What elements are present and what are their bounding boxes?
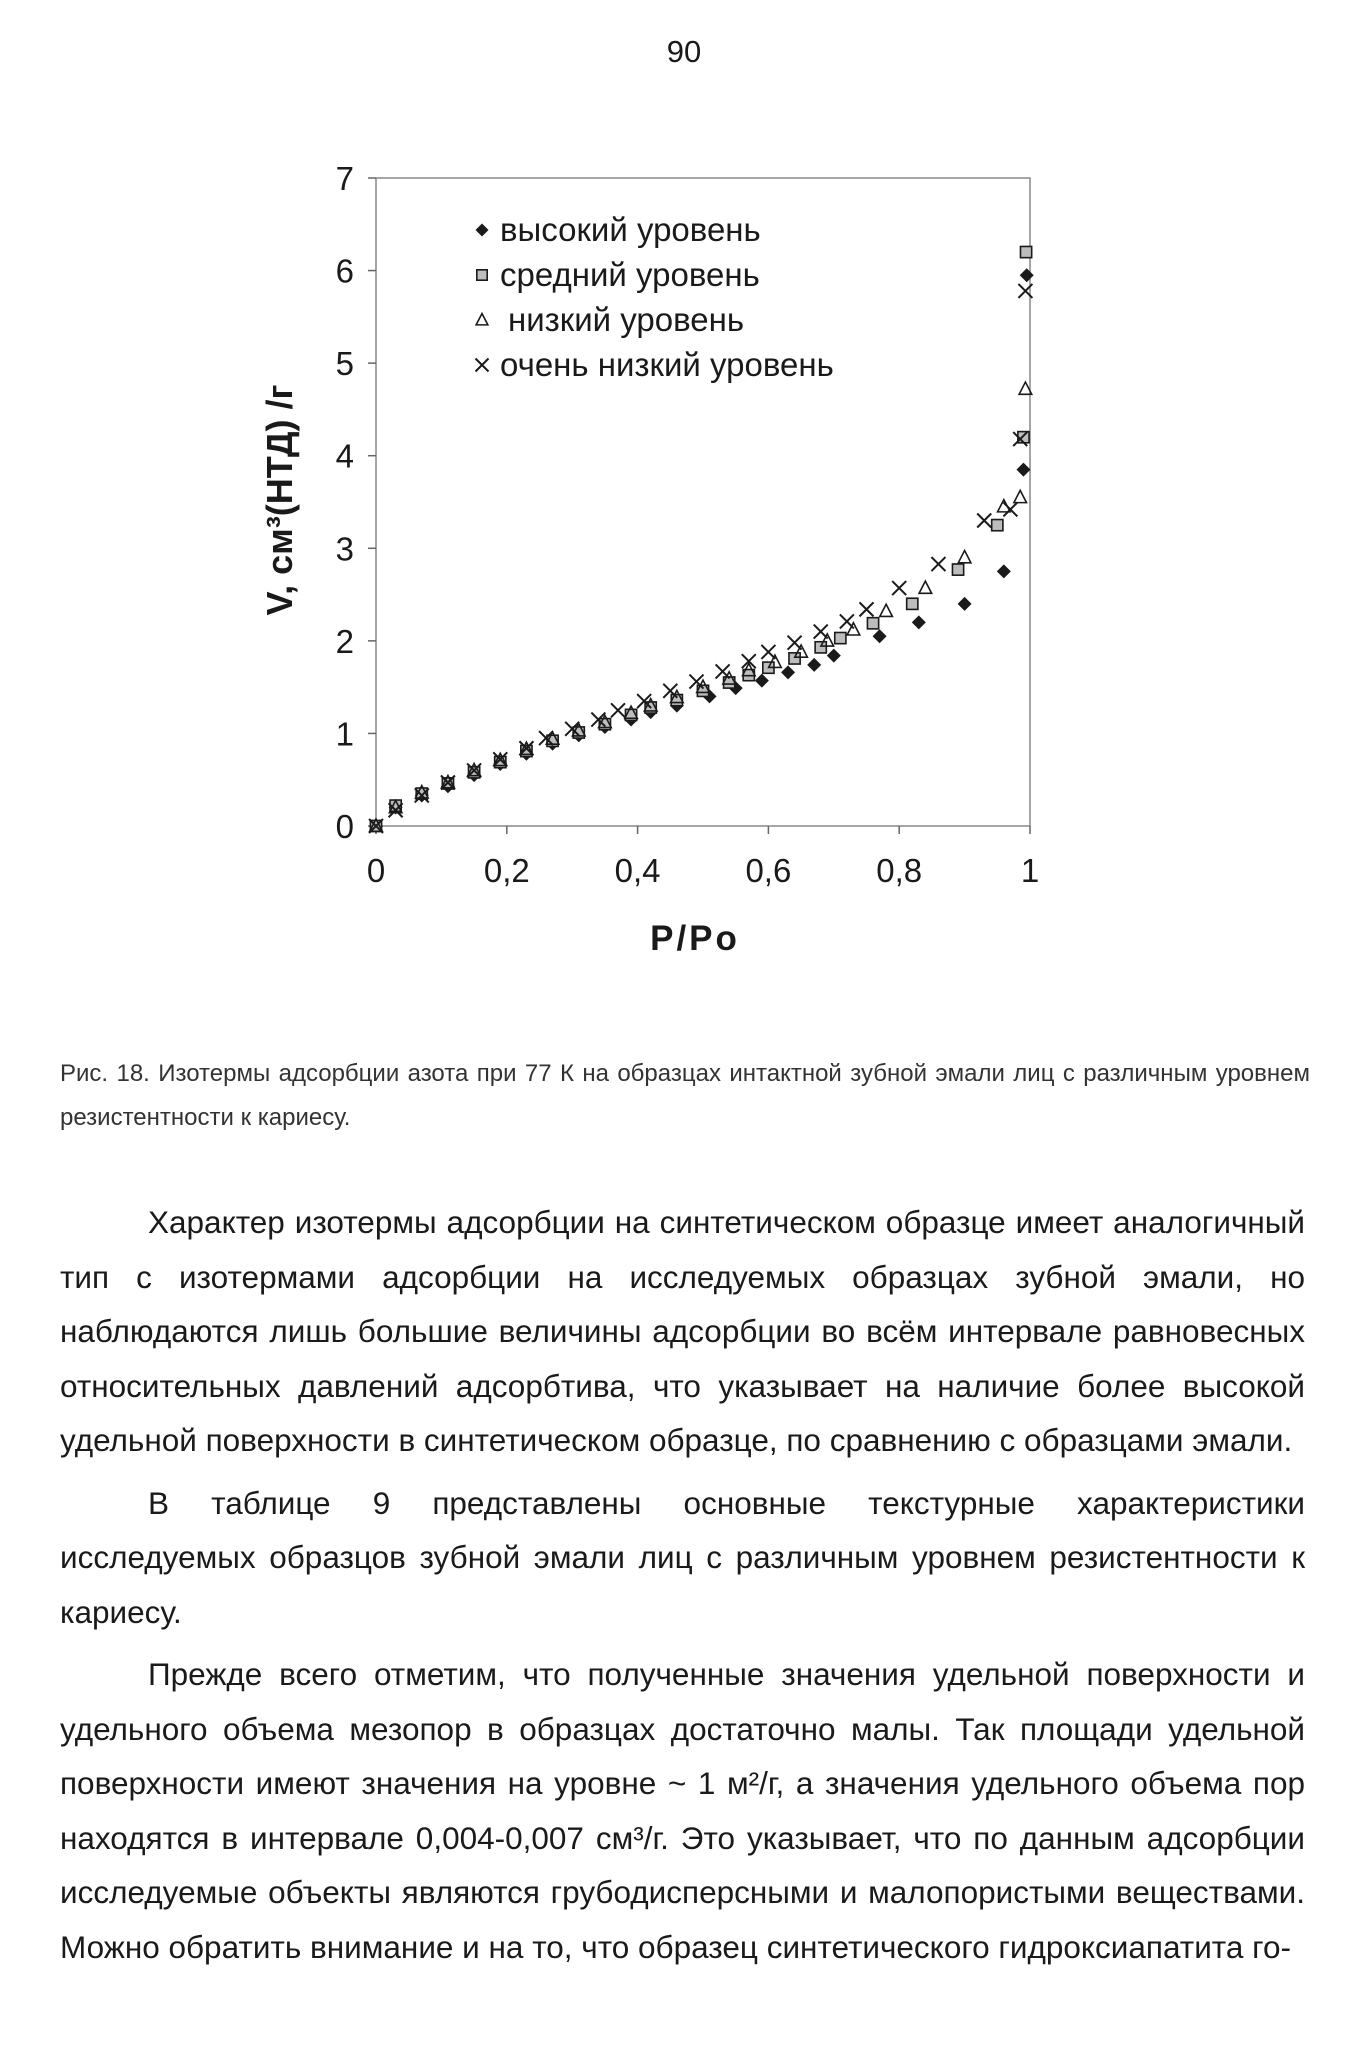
- data-point-diamond: [827, 649, 841, 663]
- data-point-cross: [840, 614, 854, 628]
- data-point-triangle: [919, 581, 932, 593]
- legend-label: высокий уровень: [500, 211, 761, 248]
- legend-marker-diamond: [476, 224, 489, 237]
- data-point-cross: [611, 703, 625, 717]
- data-point-square: [907, 598, 918, 609]
- data-point-cross: [761, 645, 775, 659]
- figure-caption: Рис. 18. Изотермы адсорбции азота при 77 К на образцах интактной зубной эмали лиц с различным уровнем резистентности к кариесу.: [60, 1060, 1310, 1131]
- adsorption-isotherm-chart: [0, 0, 1368, 1000]
- data-point-square: [867, 618, 878, 629]
- data-point-square: [835, 632, 846, 643]
- data-point-cross: [1003, 502, 1017, 516]
- x-tick-label: 0,2: [483, 852, 530, 889]
- y-tick-label: 1: [335, 715, 354, 753]
- data-point-cross: [860, 602, 874, 616]
- data-point-cross: [931, 557, 945, 571]
- data-point-diamond: [1016, 463, 1030, 477]
- data-point-cross: [716, 664, 730, 678]
- page-number: 90: [666, 34, 702, 69]
- data-point-diamond: [1020, 268, 1034, 282]
- y-axis-label: V, см³(НТД) /г: [259, 384, 300, 616]
- data-point-diamond: [912, 615, 926, 629]
- x-tick-label: 0: [366, 852, 386, 889]
- data-point-cross: [814, 625, 828, 639]
- data-point-diamond: [873, 629, 887, 643]
- paragraph-2: В таблице 9 представлены основные текстурные характеристики исследуемых образцов зубной эмали лиц с различным уровнем резистентности к кариесу.: [60, 1484, 1305, 1630]
- data-point-cross: [663, 684, 677, 698]
- data-point-square: [815, 642, 826, 653]
- data-point-square: [789, 653, 800, 664]
- data-point-cross: [892, 581, 906, 595]
- y-tick-label: 6: [335, 252, 354, 290]
- x-tick-label: 0,6: [745, 852, 792, 889]
- y-tick-label: 0: [335, 808, 354, 845]
- data-point-triangle: [880, 604, 893, 616]
- data-point-square: [992, 520, 1003, 531]
- data-point-cross: [788, 636, 802, 650]
- data-point-triangle: [998, 500, 1011, 512]
- series-triangle: [370, 382, 1032, 831]
- data-point-triangle: [958, 551, 971, 563]
- paragraph-1: Характер изотермы адсорбции на синтетическом образце имеет аналогичный тип с изотермами адсорбции на исследуемых образцах зубной эмали, но наблюдаются лишь большие величины адсорбции во всём интервале равновесных относительных давлений адсорбтива, что указывает на наличие более высокой удельной поверхности в синтетическом образце, по сравнению с образцами эмали.: [60, 1204, 1305, 1458]
- data-point-diamond: [807, 658, 821, 672]
- data-point-square: [952, 564, 963, 575]
- data-point-square: [1020, 246, 1031, 257]
- legend-marker-square: [477, 270, 487, 280]
- data-point-diamond: [958, 597, 972, 611]
- legend-marker-cross: [476, 359, 489, 372]
- legend-marker-triangle: [476, 314, 488, 325]
- data-point-diamond: [755, 674, 769, 688]
- x-tick-label: 1: [1020, 852, 1040, 889]
- body-text: [60, 1195, 1305, 1974]
- legend-label: низкий уровень: [508, 301, 745, 338]
- legend-label: очень низкий уровень: [500, 346, 834, 383]
- data-point-diamond: [781, 665, 795, 679]
- x-axis-label: P/Po: [650, 919, 740, 958]
- y-tick-label: 7: [335, 160, 354, 197]
- y-tick-label: 4: [335, 437, 354, 475]
- x-tick-label: 0,4: [614, 852, 661, 889]
- y-tick-label: 2: [335, 622, 354, 660]
- legend-label: средний уровень: [500, 256, 760, 293]
- paragraph-3: Прежде всего отметим, что полученные значения удельной поверхности и удельного объема мезопор в образцах достаточно малы. Так площади удельной поверхности имеют значения на уровне ~ 1 м²/г, а значения удельного объема пор находятся в интервале 0,004-0,007 см³/г. Это указывает, что по данным адсорбции исследуемые объекты являются грубодисперсными и малопористыми веществами. Можно обратить внимание и на то, что образец синтетического гидроксиапатита го-: [60, 1656, 1305, 1965]
- y-tick-label: 3: [335, 530, 354, 568]
- y-tick-label: 5: [335, 345, 354, 383]
- data-point-diamond: [997, 564, 1011, 578]
- legend: [476, 211, 834, 383]
- data-point-cross: [742, 654, 756, 668]
- data-point-triangle: [1014, 490, 1027, 502]
- x-tick-label: 0,8: [876, 852, 923, 889]
- data-point-cross: [977, 514, 991, 528]
